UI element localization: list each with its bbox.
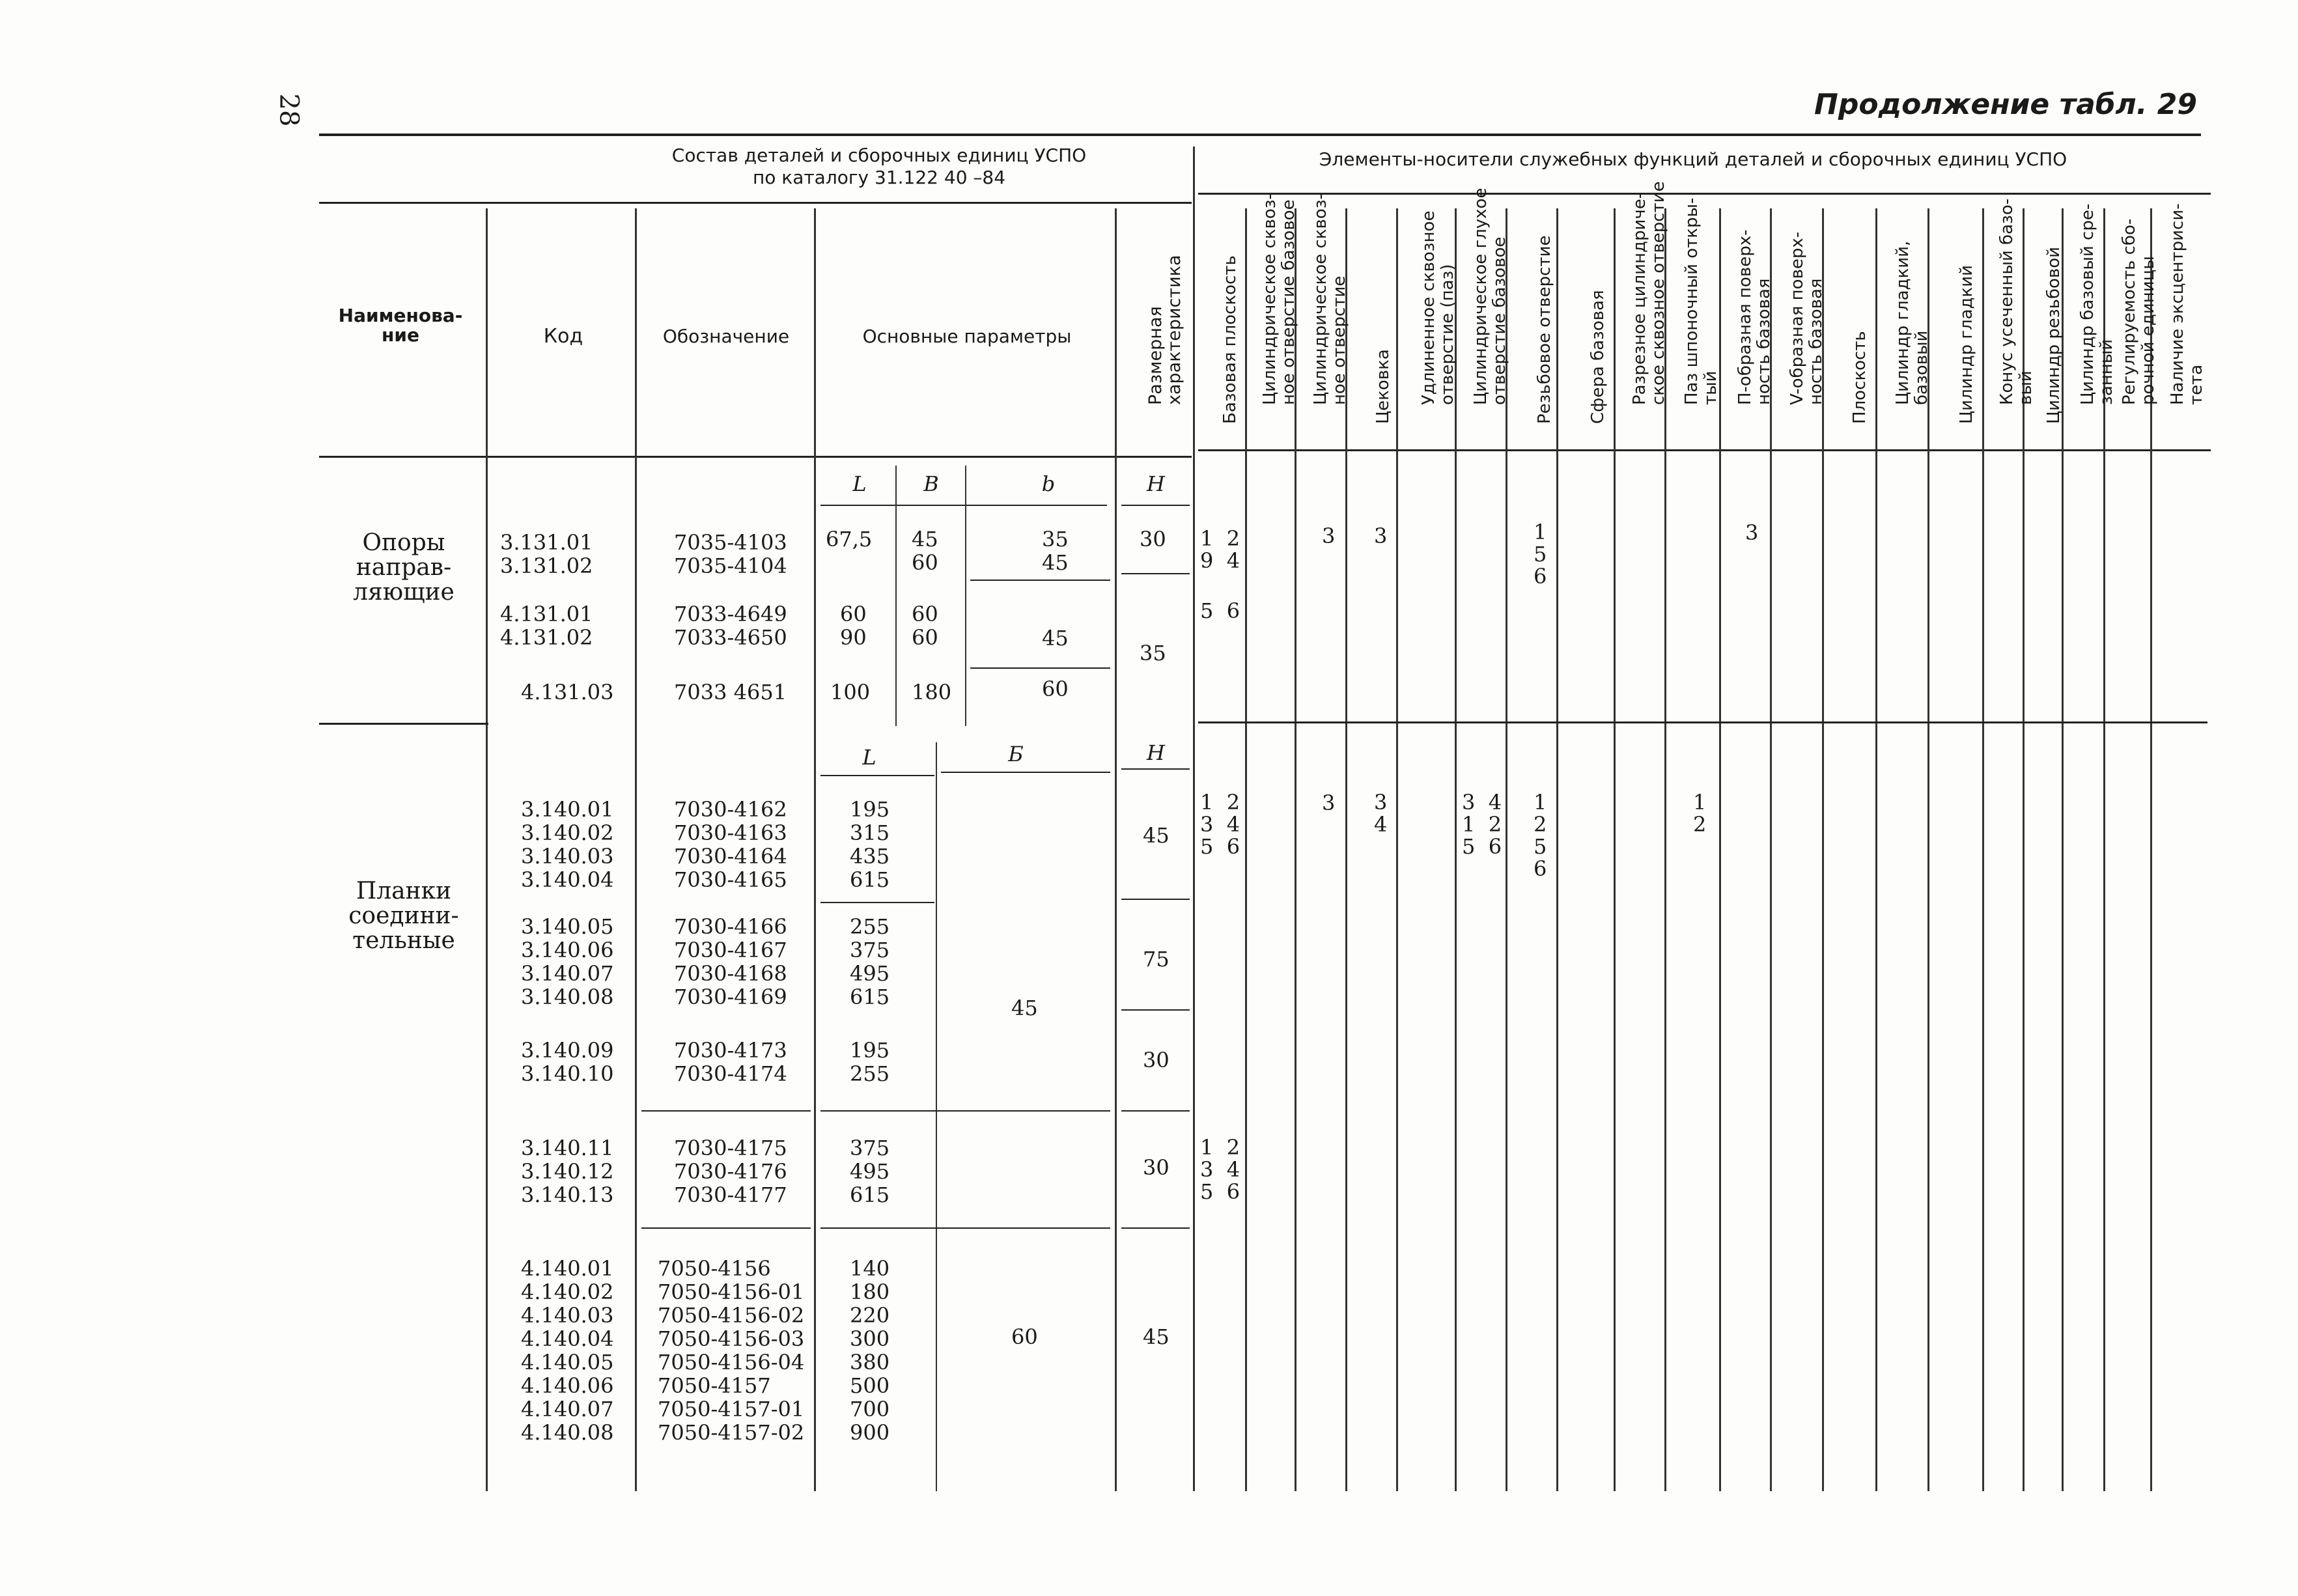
left-group-title: Состав деталей и сборочных единиц УСПО по каталогу 31.122 40 –84: [671, 145, 1087, 188]
vline-desig: [814, 208, 816, 1491]
g2-H-header-rule: [1121, 768, 1190, 770]
g2-L-c: 195 255: [850, 1038, 890, 1086]
g2-rule-cd-H: [1121, 1110, 1190, 1112]
top-rule: [319, 133, 2201, 136]
elem-header-13: Плоскость: [1850, 331, 1870, 424]
g1-h-header-rule: [1121, 505, 1190, 506]
g2-name: Планки соедини- тельные: [348, 878, 459, 954]
vline-e8: [1614, 208, 1616, 1491]
g2-keyway: 1 2: [1693, 790, 1707, 837]
g2-header-B: Б: [1008, 742, 1024, 766]
g2-rule-bc-H: [1121, 1009, 1190, 1011]
elem-header-17: Цилиндр резьбовой: [2044, 246, 2064, 424]
g2-header-L: L: [862, 745, 876, 770]
g2-L-a: 195 315 435 615: [850, 797, 890, 892]
g1-threaded-hole: 1 5 6: [1534, 520, 1547, 589]
g1-rule-ab: [970, 580, 1110, 581]
continuation-label: Продолжение табл. 29: [1814, 88, 2197, 121]
group-sep-right: [1198, 721, 2207, 723]
g2-H-b: 75: [1143, 947, 1170, 972]
header-bottom-rule-left: [319, 456, 1192, 458]
g2-blind-hole: 3 4 1 2 5 6: [1462, 790, 1502, 859]
g1-header-H: H: [1147, 471, 1165, 496]
g1-counterbore: 3: [1374, 524, 1388, 548]
g2-desig-a: 7030-4162 7030-4163 7030-4164 7030-4165: [674, 797, 787, 892]
g1-header-B: B: [923, 471, 939, 496]
vline-e7: [1556, 208, 1558, 1491]
g2-H-e: 45: [1143, 1324, 1170, 1349]
elem-header-16: Конус усеченный базо- вый: [1997, 198, 2036, 405]
vline-e13: [1875, 208, 1877, 1491]
g1-desig-a: 7035-4103 7035-4104: [674, 530, 787, 578]
vline-e15: [1982, 208, 1984, 1491]
elem-header-11: П-образная поверх- ность базовая: [1735, 229, 1774, 405]
g2-desig-d: 7030-4175 7030-4176 7030-4177: [674, 1136, 787, 1207]
g1-through-hole: 3: [1322, 524, 1336, 548]
g1-header-b: b: [1041, 471, 1056, 496]
vline-e1: [1245, 208, 1247, 1491]
g1-desig-b: 7033-4649 7033-4650: [674, 602, 787, 650]
g2-header-H: H: [1147, 740, 1165, 765]
page-number: 28: [273, 93, 304, 127]
header-rule-left: [319, 202, 1192, 204]
elem-header-18: Цилиндр базовый сре- занный: [2078, 203, 2116, 405]
vline-code: [635, 208, 637, 1491]
g1-rule-bc: [970, 667, 1110, 669]
g1-B-c: 180: [912, 680, 952, 705]
elem-header-1: Базовая плоскость: [1220, 255, 1240, 424]
vline-e4: [1396, 208, 1398, 1491]
g2-through-hole: 3: [1322, 791, 1336, 815]
elem-header-20: Наличие эксцентриси- тета: [2168, 203, 2206, 405]
vline-params: [1115, 208, 1117, 1491]
g2-L-e: 140 180 220 300 380 500 700 900: [850, 1256, 890, 1445]
g1-H-rule: [1121, 573, 1190, 574]
col-name-header: Наименова- ние: [338, 305, 463, 346]
g2-rule-cd-params: [820, 1110, 1110, 1112]
g1-header-L: L: [852, 471, 867, 496]
g2-counterbore: 3 4: [1374, 790, 1388, 837]
elem-header-19: Регулируемость сбо- рочной единицы: [2120, 218, 2158, 405]
g2-rule-de-H: [1121, 1227, 1190, 1229]
elem-header-10: Паз шпоночный откры- тый: [1682, 197, 1720, 405]
g2-rule-ab-L: [820, 902, 934, 903]
g1-codes-b: 4.131.01 4.131.02: [500, 602, 593, 650]
group-sep-left: [319, 723, 488, 725]
g2-L-d: 375 495 615: [850, 1136, 890, 1207]
g2-desig-b: 7030-4166 7030-4167 7030-4168 7030-4169: [674, 914, 787, 1009]
elem-header-2: Цилиндрическое сквоз- ное отверстие базовое: [1260, 193, 1298, 405]
g2-rule-de-params: [820, 1227, 1110, 1229]
g1-base-plane-a: 1 2 9 4: [1200, 526, 1240, 573]
g2-codes-c: 3.140.09 3.140.10: [521, 1038, 614, 1086]
g2-base-plane-d: 1 2 3 4 5 6: [1200, 1135, 1240, 1204]
elem-header-4: Цековка: [1373, 349, 1393, 424]
g1-B-a: 45 60: [912, 527, 938, 575]
col-designation-header: Обозначение: [662, 326, 790, 347]
g1-base-plane-b: 5 6: [1200, 598, 1240, 623]
g2-B-header-rule: [941, 772, 1110, 773]
g2-codes-b: 3.140.05 3.140.06 3.140.07 3.140.08: [521, 914, 614, 1009]
g1-H-b: 35: [1140, 641, 1166, 665]
header-rule-right: [1198, 193, 2211, 195]
g2-rule-de-desig: [641, 1227, 811, 1229]
elem-header-3: Цилиндрическое сквоз- ное отверстие: [1311, 193, 1349, 405]
g1-desig-c: 7033 4651: [674, 680, 787, 705]
elem-header-7: Резьбовое отверстие: [1535, 235, 1554, 424]
vline-size: [1193, 147, 1195, 1491]
g1-p-shape: 3: [1745, 520, 1759, 545]
g2-codes-e: 4.140.01 4.140.02 4.140.03 4.140.04 4.140.05 4.140.06 4.140.07 4.140.08: [521, 1256, 614, 1445]
g1-L-b: 60 90: [840, 602, 867, 650]
g2-H-d: 30: [1143, 1155, 1170, 1180]
g1-vline-Bb: [965, 466, 966, 726]
header-bottom-rule-right: [1198, 449, 2211, 451]
g1-param-header-rule: [820, 505, 1107, 506]
g1-name: Опоры направ- ляющие: [353, 529, 455, 606]
g1-L-a: 67,5: [826, 527, 873, 552]
elem-header-5: Удлиненное сквозное отверстие (паз): [1419, 210, 1457, 405]
vline-name: [486, 208, 488, 1491]
g1-H-a: 30: [1140, 527, 1166, 552]
g2-B-ab: 45: [1011, 996, 1038, 1020]
g1-vline-LB: [895, 466, 897, 726]
g1-L-c: 100: [830, 680, 871, 705]
g2-H-c: 30: [1143, 1048, 1170, 1072]
elem-header-15: Цилиндр гладкий: [1957, 264, 1976, 424]
g2-rule-ab-H: [1121, 899, 1190, 900]
g1-codes-c: 4.131.03: [521, 680, 614, 705]
elem-header-14: Цилиндр гладкий, базовый: [1893, 240, 1931, 405]
elem-header-6: Цилиндрическое глухое отверстие базовое: [1471, 188, 1509, 405]
g1-b-a: 35 45: [1042, 527, 1069, 575]
col-size-header: Размерная характеристика: [1145, 255, 1184, 405]
g2-codes-a: 3.140.01 3.140.02 3.140.03 3.140.04: [521, 797, 614, 892]
col-code-header: Код: [543, 325, 583, 348]
g2-desig-e: 7050-4156 7050-4156-01 7050-4156-02 7050-4156-03 7050-4156-04 7050-4157 7050-4157-01 7050-4157-02: [658, 1256, 805, 1445]
g2-codes-d: 3.140.11 3.140.12 3.140.13: [521, 1136, 614, 1207]
g2-threaded-hole: 1 2 5 6: [1534, 790, 1547, 881]
g2-vline-LB: [936, 742, 937, 1491]
g1-B-b: 60 60: [912, 602, 938, 650]
col-params-header: Основные параметры: [862, 326, 1072, 347]
g2-L-b: 255 375 495 615: [850, 914, 890, 1009]
g2-H-a: 45: [1143, 823, 1170, 848]
g2-rule-cd-desig: [641, 1110, 811, 1112]
g1-b-b: 45: [1042, 626, 1069, 651]
g2-L-header-rule: [820, 775, 934, 776]
g2-B-e: 60: [1011, 1324, 1038, 1349]
g2-desig-c: 7030-4173 7030-4174: [674, 1038, 787, 1086]
g1-b-c: 60: [1042, 677, 1069, 701]
g1-codes-a: 3.131.01 3.131.02: [500, 530, 593, 578]
g2-base-plane-a: 1 2 3 4 5 6: [1200, 790, 1240, 859]
elem-header-12: V-образная поверх- ность базовая: [1787, 231, 1826, 405]
right-group-title: Элементы-носители служебных функций деталей и сборочных единиц УСПО: [1319, 148, 2067, 170]
elem-header-9: Разрезное цилиндриче- ское сквозное отверстие: [1630, 181, 1668, 405]
elem-header-8: Сфера базовая: [1588, 290, 1608, 424]
